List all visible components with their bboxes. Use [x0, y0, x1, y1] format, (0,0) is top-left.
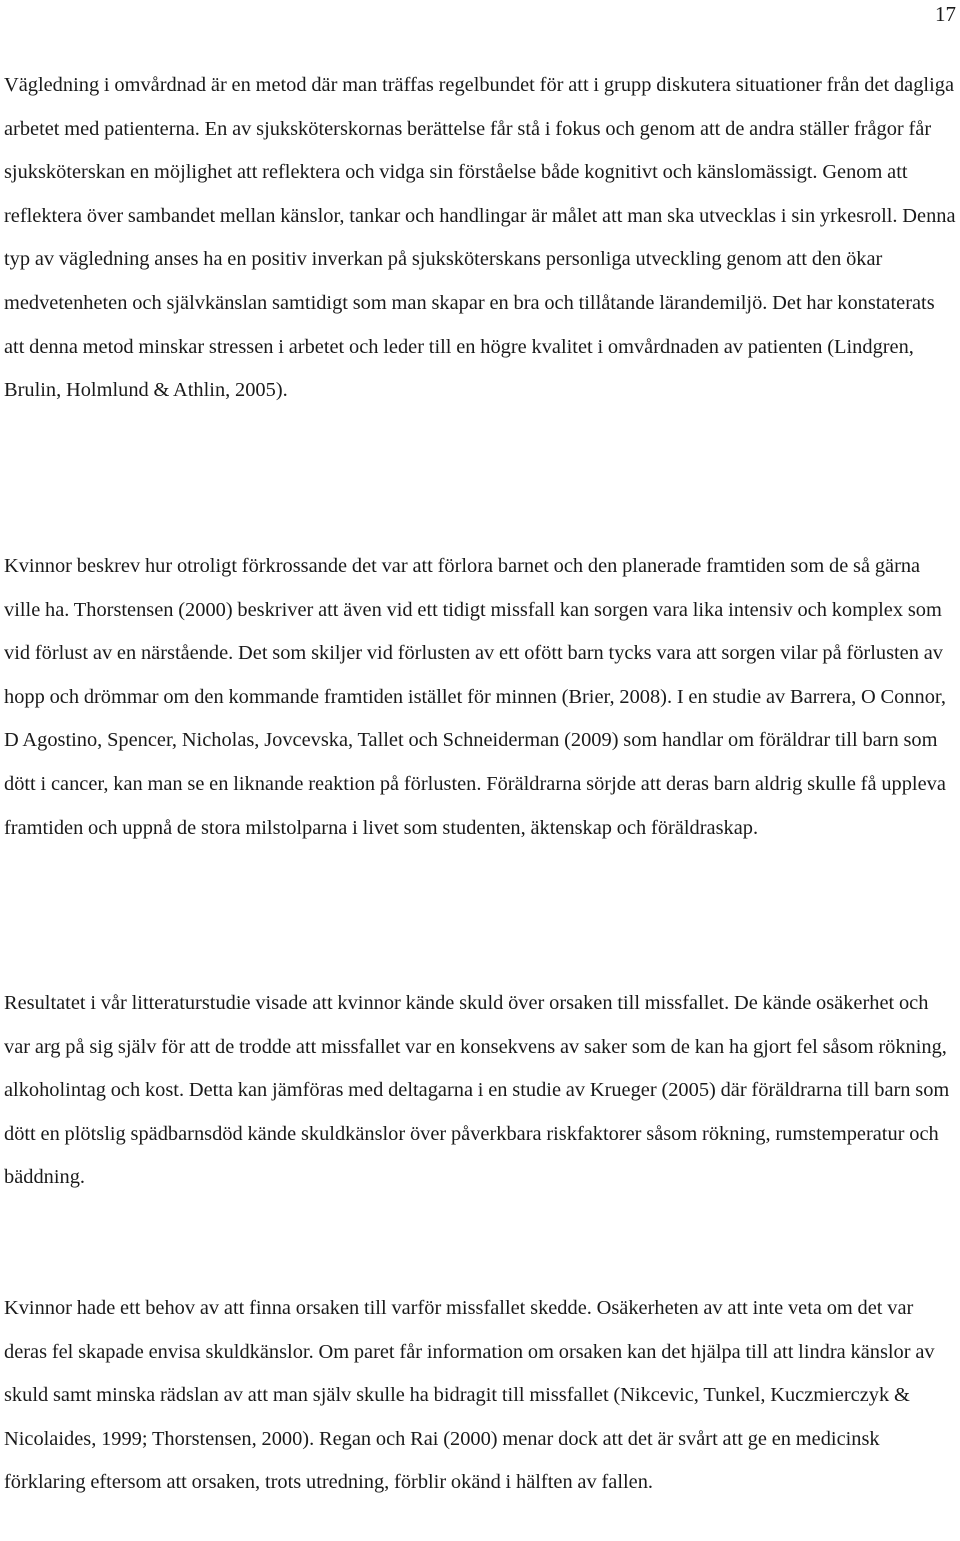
paragraph-skuld: Resultatet i vår litteraturstudie visade att kvinnor kände skuld över orsaken till missfallet. De kände osäkerhet och var arg på sig själv för att de trodde att missfallet var en konsekvens av saker som de kan ha gjort fel såsom rökning, alkoholintag och kost. Detta kan jämföras med deltagarna i en studie av Krueger (2005) där föräldrarna till barn som dött en plötslig spädbarnsdöd kände skuldkänslor över påverkbara riskfaktorer såsom rökning, rumstemperatur och bäddning.: [4, 992, 950, 1189]
paragraph-vagledning: Vägledning i omvårdnad är en metod där man träffas regelbundet för att i grupp diskutera situationer från det dagliga arbetet med patienterna. En av sjuksköterskornas berättelse får stå i fokus och genom att de andra ställer frågor får sjuksköterskan en möjlighet att reflektera och vidga sin förståelse både kognitivt och känslomässigt. Genom att reflektera över sambandet mellan känslor, tankar och handlingar är målet att man ska utvecklas i sin yrkesroll. Denna typ av vägledning anses ha en positiv inverkan på sjuksköterskans personliga utveckling genom att den ökar medvetenheten och självkänslan samtidigt som man skapar en bra och tillåtande lärandemiljö. Det har konstaterats att denna metod minskar stressen i arbetet och leder till en högre kvalitet i omvårdnaden av patienten (Lindgren, Brulin, Holmlund & Athlin, 2005).: [4, 74, 956, 402]
paragraph-forlust: Kvinnor beskrev hur otroligt förkrossande det var att förlora barnet och den planerade framtiden som de så gärna ville ha. Thorstensen (2000) beskriver att även vid ett tidigt missfall kan sorgen vara lika intensiv och komplex som vid förlust av en närstående. Det som skiljer vid förlusten av ett ofött barn tycks vara att sorgen vilar på förlusten av hopp och drömmar om den kommande framtiden istället för minnen (Brier, 2008). I en studie av Barrera, O Connor, D Agostino, Spencer, Nicholas, Jovcevska, Tallet och Schneiderman (2009) som handlar om föräldrar till barn som dött i cancer, kan man se en liknande reaktion på förlusten. Föräldrarna sörjde att deras barn aldrig skulle få uppleva framtiden och uppnå de stora milstolparna i livet som studenten, äktenskap och föräldraskap.: [4, 555, 947, 839]
page-number: 17: [935, 2, 956, 26]
paragraph-orsak: Kvinnor hade ett behov av att finna orsaken till varför missfallet skedde. Osäkerheten av att inte veta om det var deras fel skapade envisa skuldkänslor. Om paret får information om orsaken kan det hjälpa till att lindra känslor av skuld samt minska rädslan av att man själv skulle ha bidragit till missfallet (Nikcevic, Tunkel, Kuczmierczyk & Nicolaides, 1999; Thorstensen, 2000). Regan och Rai (2000) menar dock att det är svårt att ge en medicinsk förklaring eftersom att orsaken, trots utredning, förblir okänd i hälften av fallen.: [4, 1297, 935, 1494]
